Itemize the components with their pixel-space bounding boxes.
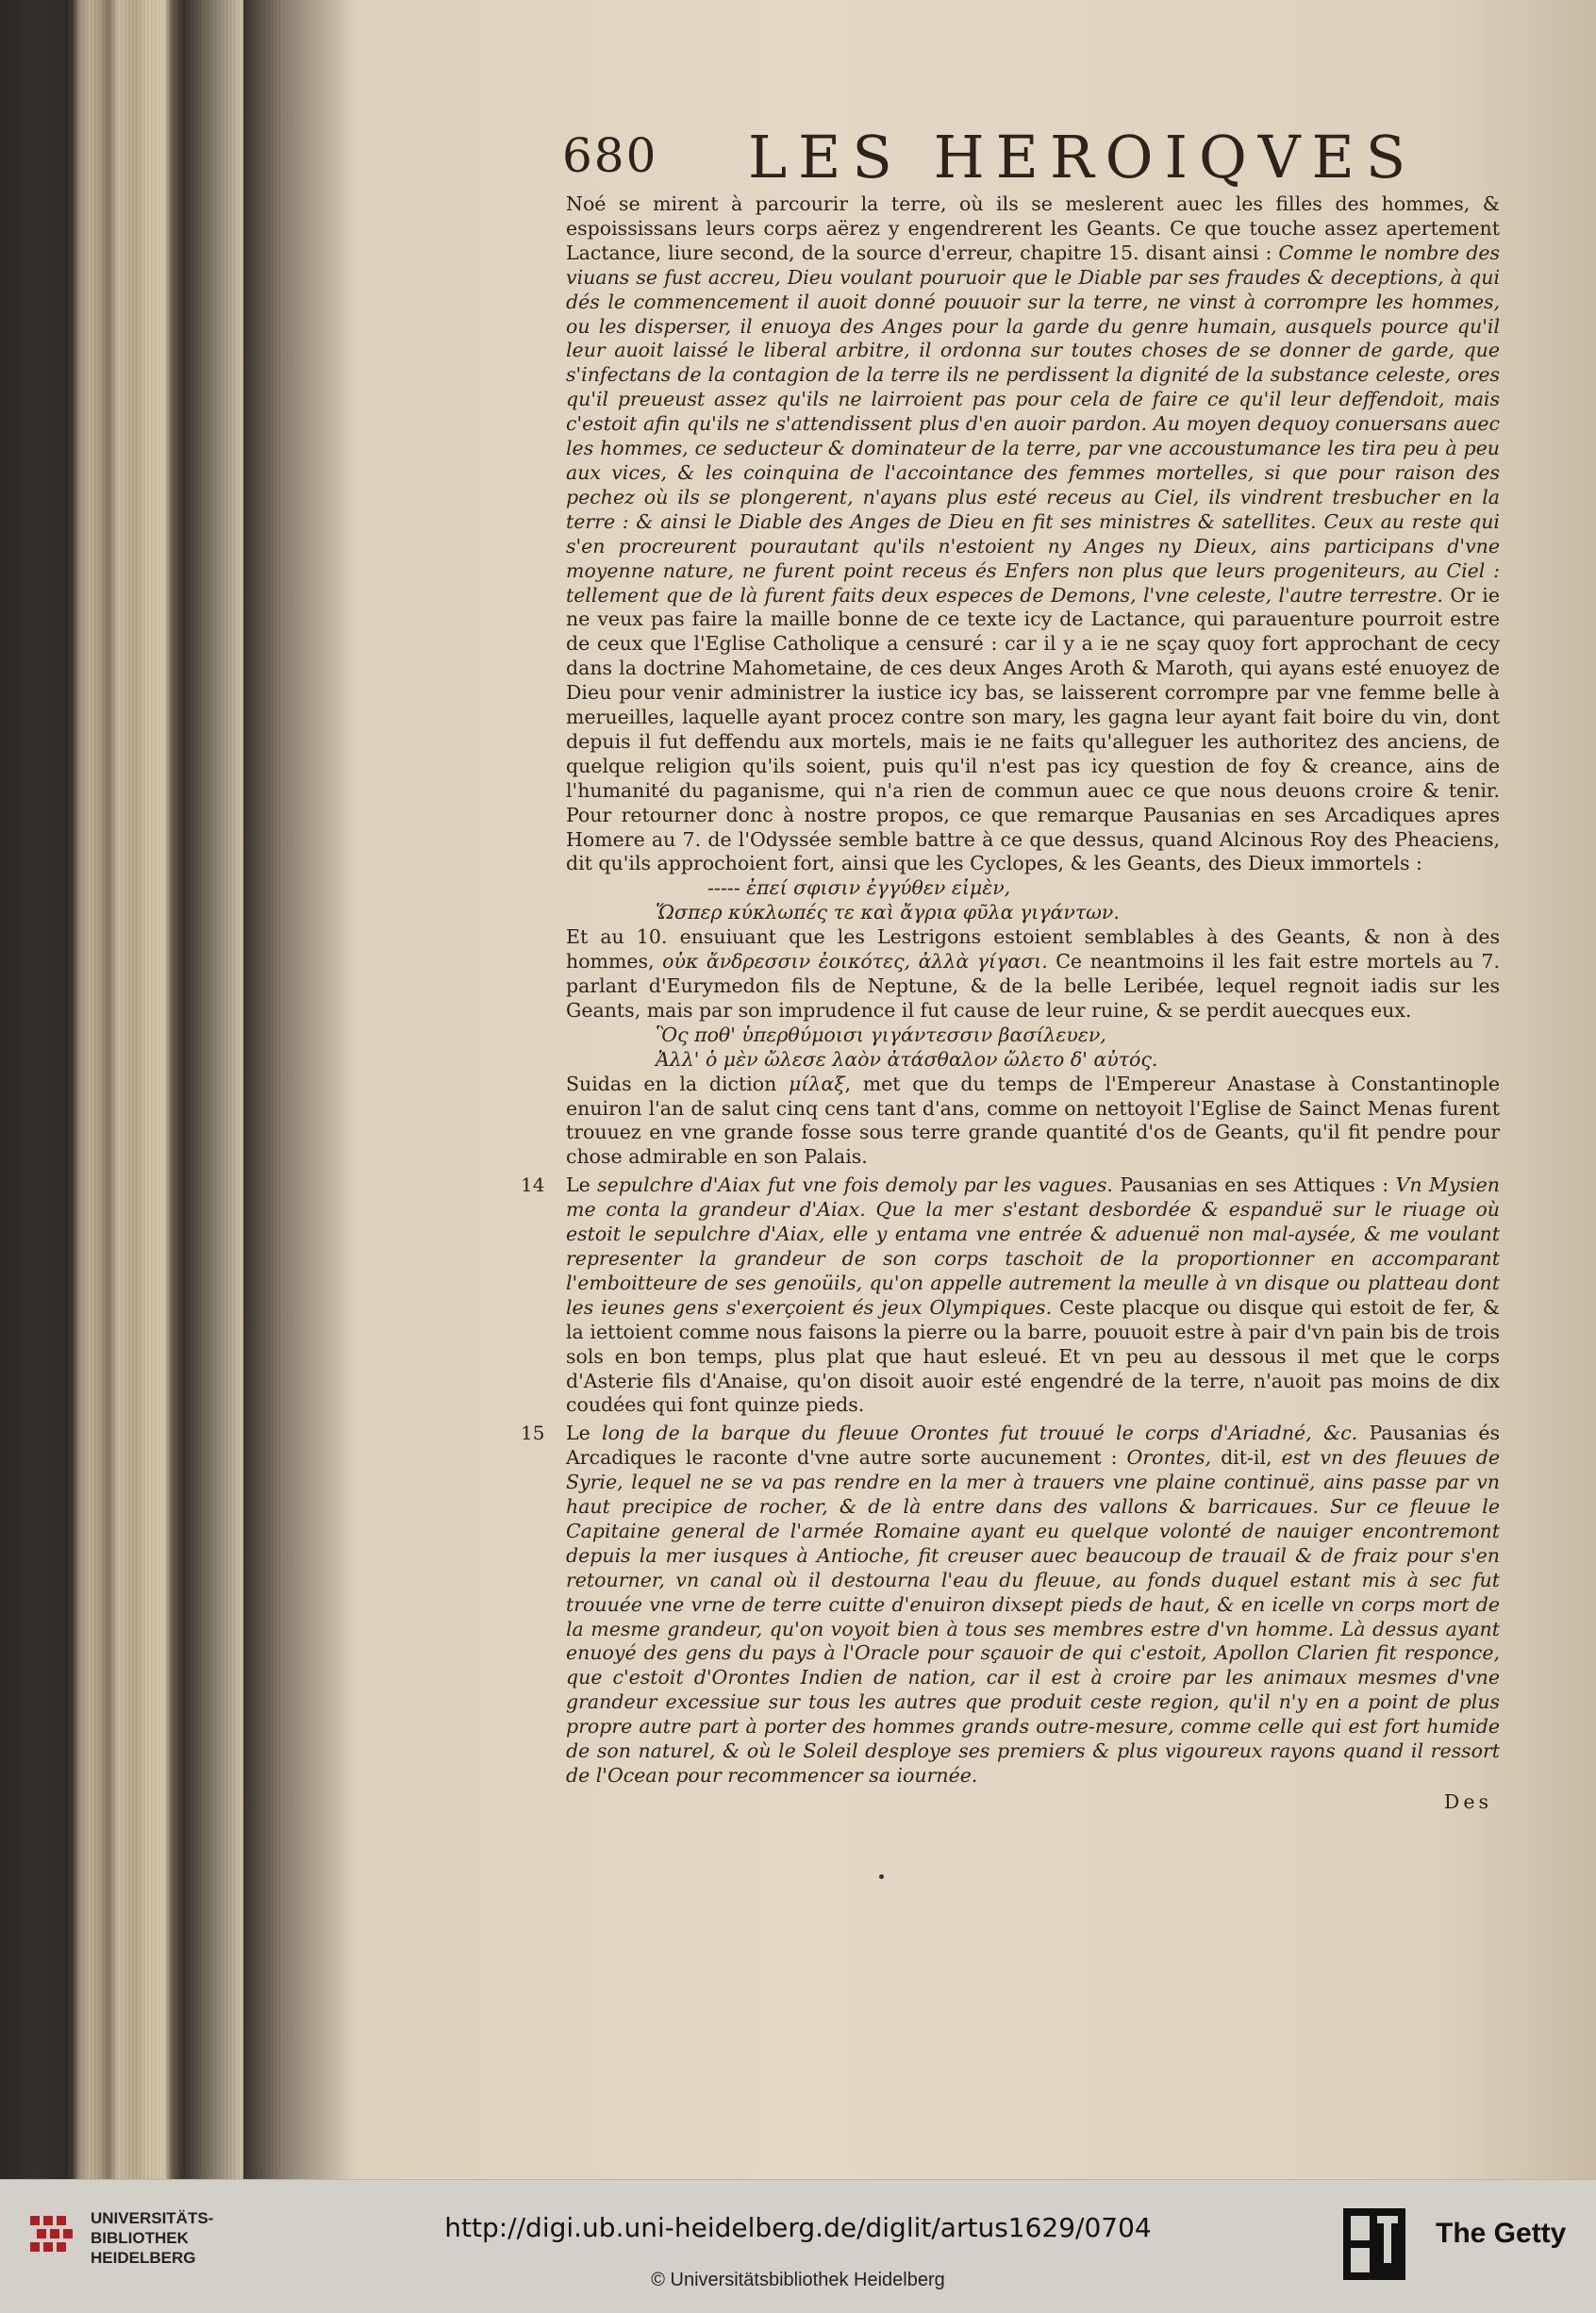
paper-speck: [879, 1874, 884, 1879]
book-page: [521, 123, 1505, 1839]
page-body: [521, 192, 1500, 1815]
copyright-notice: © Universitätsbibliothek Heidelberg: [651, 2270, 945, 2290]
catchword: Des: [1443, 1789, 1492, 1813]
paragraph: Et au 10. ensuiuant que les Lestrigons estoient semblables à des Geants, & non à des hommes, οὐκ ἄνδρεσσιν ἐοικότες, ἀλλὰ γίγασι. Ce neantmoins il les fait estre mortels au 7. parlant d'Eurymedon fils de Neptune, & de la belle Leribée, lequel regnoit iadis sur les Geants, mais par son imprudence il fut cause de leur ruine, & se perdit auecques eux.: [566, 925, 1500, 1022]
running-title: LES HEROIQVES: [748, 123, 1418, 191]
paragraph: Noé se mirent à parcourir la terre, où ils se meslerent auec les filles des hommes, & espoississans leurs corps aërez y engendrerent les Geants. Ce que touche assez apertement Lactance, liure second, de la source d'erreur, chapitre 15. disant ainsi : Comme le nombre des viuans se fust accreu, Dieu voulant pouruoir que le Diable par ses fraudes & deceptions, à qui dés le commencement il auoit donné pouuoir sur la terre, ne vinst à corrompre les hommes, ou les disperser, il enuoya des Anges pour la garde du genre humain, ausquels pource qu'il leur auoit laissé le liberal arbitre, il ordonna sur toutes choses de se donner de garde, que s'infectans de la contagion de la terre ils ne perdissent la dignité de la substance celeste, ores qu'il preueust assez qu'ils ne lairroient pas pour cela de faire ce qu'il leur deffendoit, mais c'estoit afin qu'ils ne s'attendissent plus d'en auoir pardon. Au moyen dequoy conuersans auec les hommes, ce seducteur & dominateur de la terre, par vne accoustumance les tira peu à peu aux vices, & les coinquina de l'accointance des femmes mortelles, si que pour raison des pechez où ils se plongerent, n'ayans plus esté receus au Ciel, ils vindrent tresbucher en la terre : & ainsi le Diable des Anges de Dieu en fit ses ministres & satellites. Ceux au reste qui s'en procreurent pourautant qu'ils n'estoient ny Anges ny Dieux, ains participans d'vne moyenne nature, ne furent point receus és Enfers non plus que leurs progeniteurs, au Ciel : tellement que de là furent faits deux especes de Demons, l'vne celeste, l'autre terrestre. Or ie ne veux pas faire la maille bonne de ce texte icy de Lactance, qui parauenture pourroit estre de ceux que l'Eglise Catholique a censuré : car il y a ie ne sçay quoy fort approchant de cecy dans la doctrine Mahometaine, de ces deux Anges Aroth & Maroth, qui ayans esté enuoyez de Dieu pour venir administrer la iustice icy bas, se laisserent corrompre par vne femme belle à merueilles, laquelle ayant procez contre son mary, les gagna leur ayant fait boire du vin, dont depuis il fut deffendu aux mortels, mais ie ne faits qu'alleguer les authoritez des anciens, de quelque religion qu'ils soient, puis qu'il n'est pas icy question de foy & creance, ains de l'humanité du paganisme, qui n'a rien de commun auec ce que nous deuons croire & tenir. Pour retourner donc à nostre propos, ce que remarque Pausanias en ses Arcadiques apres Homere au 7. de l'Odyssée semble battre à ce que dessus, quand Alcinous Roy des Pheaciens, dit qu'ils approchoient fort, ainsi que les Cyclopes, & les Geants, des Dieux immortels :: [566, 192, 1500, 875]
greek-verse-line: Ὃς ποθ' ὑπερθύμοισι γιγάντεσσιν βασίλευεν,: [656, 1023, 1106, 1046]
getty-logo-icon: [1341, 2206, 1407, 2282]
note-number: 15: [521, 1422, 545, 1445]
paragraph: Suidas en la diction μίλαξ, met que du temps de l'Empereur Anastase à Constantinople enuiron l'an de salut cinq cens tant d'ans, comme on nettoyoit l'Eglise de Sainct Menas furent trouuez en vne grande fosse sous terre grande quantité d'os de Geants, qu'il fit pendre pour chose admirable en son Palais.: [566, 1072, 1500, 1169]
annotation-14: 14 Le sepulchre d'Aiax fut vne fois demoly par les vagues. Pausanias en ses Attiques : Vn Mysien me conta la grandeur d'Aiax. Que la mer s'estant desbordée & espanduë sur le riuage où estoit le sepulchre d'Aiax, elle y entama vne entrée & aduenuë non mal-aysée, & me voulant representer la grandeur de son corps taschoit de la proportionner en accomparant l'emboitteure de ses genoüils, qu'on appelle autrement la meulle à vn disque ou platteau dont les ieunes gens s'exerçoient és jeux Olympiques. Ceste placque ou disque qui estoit de fer, & la iettoient comme nous faisons la pierre ou la barre, pouuoit estre à pair d'vn pain bis de trois sols en bon temps, plus plat que haut esleué. Et vn peu au dessous il met que le corps d'Asterie fils d'Anaise, qu'on disoit auoir esté engendré de la terre, n'auoit pas moins de dix coudées qui font quinze pieds.: [521, 1173, 1500, 1417]
page-number: 680: [562, 128, 658, 183]
note-quote: est vn des fleuues de Syrie, lequel ne se va pas rendre en la mer à trauers vne plaine continuë, ains passe par vn haut precipice de rocher, & de là entre dans des vallons & barricaues. Sur ce fleuue le Capitaine general de l'armée Romaine ayant eu quelque volonté de nauiger encontremont depuis la mer iusques à Antioche, fit creuser auec beaucoup de trauail & de fraiz pour s'en retourner, vn canal où il destourna l'eau du fleuue, au fonds duquel estant mis à sec fut trouuée vne vrne de terre cuitte d'enuiron dixsept pieds de haut, & en icelle vn corps mort de la mesme grandeur, qu'on voyoit bien à tous ses membres estre d'vn homme. Là dessus ayant enuoyé des gens du pays à l'Oracle pour sçauoir de qui c'estoit, Apollon Clarien fit responce, que c'estoit d'Orontes Indien de nation, car il est à croire par les animaux mesmes d'vne grandeur excessiue sur tous les autres que produit ceste region, qu'il n'y en a point de plus propre autre part à porter des hommes grands outre-mesure, comme celle qui est fort humide de son naturel, & où le Soleil desploye ses premiers & plus vigoureux rayons quand il ressort de l'Ocean pour recommencer sa iournée.: [566, 1446, 1500, 1787]
annotation-15: 15 Le long de la barque du fleuue Orontes fut trouué le corps d'Ariadné, &c. Pausanias és Arcadiques le raconte d'vne autre sorte aucunement : Orontes, dit-il, est vn des fleuues de Syrie, lequel ne se va pas rendre en la mer à trauers vne plaine continuë, ains passe par vn haut precipice de rocher, & de là entre dans des vallons & barricaues. Sur ce fleuue le Capitaine general de l'armée Romaine ayant eu quelque volonté de nauiger encontremont depuis la mer iusques à Antioche, fit creuser auec beaucoup de trauail & de fraiz pour s'en retourner, vn canal où il destourna l'eau du fleuue, au fonds duquel estant mis à sec fut trouuée vne vrne de terre cuitte d'enuiron dixsept pieds de haut, & en icelle vn corps mort de la mesme grandeur, qu'on voyoit bien à tous ses membres estre d'vn homme. Là dessus ayant enuoyé des gens du pays à l'Oracle pour sçauoir de qui c'estoit, Apollon Clarien fit responce, que c'estoit d'Orontes Indien de nation, car il est à croire par les animaux mesmes d'vne grandeur excessiue sur tous les autres que produit ceste region, qu'il n'y en a point de plus propre autre part à porter des hommes grands outre-mesure, comme celle qui est fort humide de son naturel, & où le Soleil desploye ses premiers & plus vigoureux rayons quand il ressort de l'Ocean pour recommencer sa iournée.: [521, 1422, 1500, 1787]
partner-name: The Getty: [1436, 2218, 1567, 2249]
library-name: UNIVERSITÄTS- BIBLIOTHEK HEIDELBERG: [91, 2209, 214, 2267]
viewer-footer: [0, 2179, 1596, 2313]
permalink-url[interactable]: http://digi.ub.uni-heidelberg.de/diglit/artus1629/0704: [444, 2212, 1152, 2243]
greek-verse-line: ----- ἐπεί σφισιν ἐγγύθεν εἰμὲν,: [707, 876, 1011, 900]
greek-word: μίλαξ: [789, 1072, 845, 1095]
greek-verse-line: Ὥσπερ κύκλωπές τε καὶ ἄγρια φῦλα γιγάντων.: [656, 901, 1120, 924]
greek-verse-line: Ἀλλ' ὁ μὲν ὤλεσε λαὸν ἀτάσθαλον ὤλετο δ' αὐτός.: [656, 1047, 1158, 1071]
lactance-quote: Comme le nombre des viuans se fust accreu, Dieu voulant pouruoir que le Diable par ses fraudes & deceptions, à qui dés le commencement il auoit donné pouuoir sur la terre, ne vinst à corrompre les hommes, ou les disperser, il enuoya des Anges pour la garde du genre humain, ausquels pource qu'il leur auoit laissé le liberal arbitre, il ordonna sur toutes choses de se donner de garde, que s'infectans de la contagion de la terre ils ne perdissent la dignité de la substance celeste, ores qu'il preueust assez qu'ils ne lairroient pas pour cela de faire ce qu'il leur deffendoit, mais c'estoit afin qu'ils ne s'attendissent plus d'en auoir pardon. Au moyen dequoy conuersans auec les hommes, ce seducteur & dominateur de la terre, par vne accoustumance les tira peu à peu aux vices, & les coinquina de l'accointance des femmes mortelles, si que pour raison des pechez où ils se plongerent, n'ayans plus esté receus au Ciel, ils vindrent tresbucher en la terre : & ainsi le Diable des Anges de Dieu en fit ses ministres & satellites. Ceux au reste qui s'en procreurent pourautant qu'ils n'estoient ny Anges ny Dieux, ains participans d'vne moyenne nature, ne furent point receus és Enfers non plus que leurs progeniteurs, au Ciel : tellement que de là furent faits deux especes de Demons, l'vne celeste, l'autre terrestre.: [566, 241, 1500, 607]
note-lemma: long de la barque du fleuue Orontes fut trouué le corps d'Ariadné, &c.: [602, 1422, 1358, 1445]
page-header: [545, 123, 1505, 192]
note-number: 14: [521, 1173, 545, 1197]
note-quote: Vn Mysien me conta la grandeur d'Aiax. Que la mer s'estant desbordée & espanduë sur le riuage où estoit le sepulchre d'Aiax, elle y entama vne entrée & aduenuë non mal-aysée, & me voulant representer la grandeur de son corps taschoit de la proportionner en accomparant l'emboitteure de ses genoüils, qu'on appelle autrement la meulle à vn disque ou platteau dont les ieunes gens s'exerçoient és jeux Olympiques.: [566, 1173, 1500, 1319]
greek-inline: οὐκ ἄνδρεσσιν ἐοικότες, ἀλλὰ γίγασι.: [662, 950, 1048, 973]
book-gutter-shadow: [243, 0, 357, 2179]
note-lemma: sepulchre d'Aiax fut vne fois demoly par les vagues.: [597, 1173, 1113, 1197]
